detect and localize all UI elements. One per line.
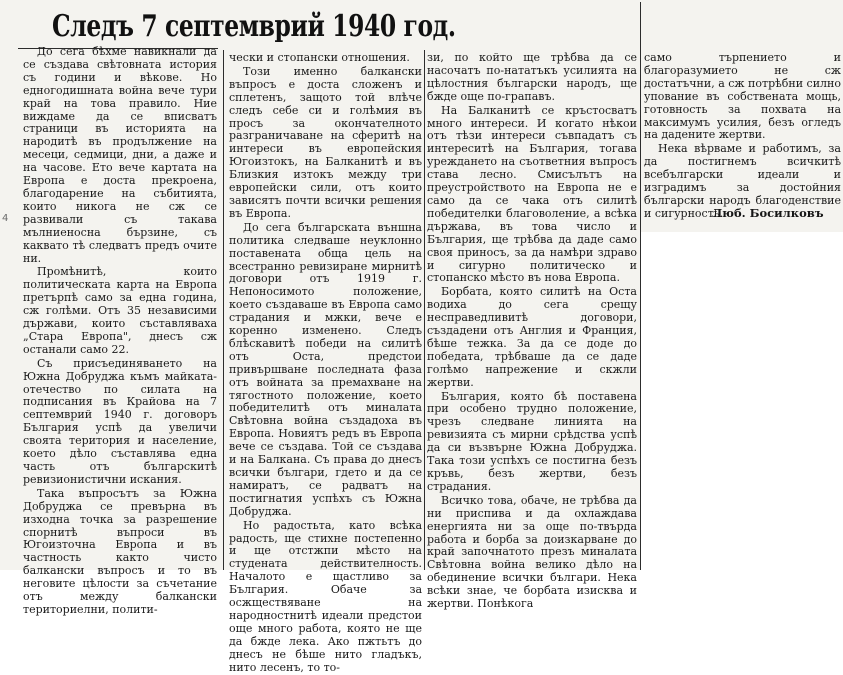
column-rule-2 [424, 50, 425, 570]
column-3-paragraph: зи, по който ще трѣбва да се насочатъ по-нататъкъ усилията на цѣлостния български народъ, ще бжде още по-грапавъ. [427, 51, 637, 103]
column-1-paragraph: Съ присъединяването на Южна Добруджа къмъ майката-отечество по силата на подписания въ Крайова на 7 септемврий 1940 г. договоръ България успѣ да увеличи своята територия и население, което дѣло съставлява една часть отъ българскитѣ ревизионистични искания. [23, 356, 217, 486]
column-3-paragraph: Борбата, която силитѣ на Оста водиха до сега срещу несправедливитѣ договори, създадени отъ Англия и Франция, бѣше тежка. За да се доде до победата, трѣбваше да се даде голѣмо напрежение и скжли жертви. [427, 285, 637, 389]
column-2-paragraph: До сега българската външна политика следваше неуклонно поставената обща цель на всестранно ревизиране мирнитѣ договори отъ 1919 г. Непоносимото положение, което създаваше въ Европа само страдания и мжки, вече е коренно изменено. Следъ блѣскавитѣ победи на силитѣ отъ Оста, предстои привършване последната фаза отъ войната за премахване на тягостното положение, което победителитѣ отъ миналата Свѣтовна война създадоха въ Европа. Новиятъ редъ въ Европа вече се създава. Той се създава и на Балкана. Съ права до днесъ всички българи, гдето и да се намиратъ, се радватъ на постигнатия успѣхъ съ Южна Добруджа. [229, 220, 422, 518]
clipping-gap [641, 232, 843, 570]
column-4-paragraph: Нека вѣрваме и работимъ, за да постигнемъ всичкитѣ всебългарски идеали и изградимъ за достойния български народъ благоденствие и сигурность. [644, 142, 841, 220]
column-3-paragraph: България, която бѣ поставена при особено трудно положение, чрезъ следване линията на ревизията съ мирни срѣдства успѣ да си възвърне Южна Добруджа. Така този успѣхъ се постигна безъ кръвь, безъ жертви, безъ страдания. [427, 389, 637, 493]
article-title: Следъ 7 септемврий 1940 год. [52, 9, 456, 44]
column-2 [229, 51, 422, 674]
column-2-paragraph: чески и стопански отношения. [229, 51, 410, 64]
column-1-paragraph: До сега бѣхме навикнали да се създава свѣтовната история съ години и вѣкове. Но едногодишната война вече тури край на това правило. Ние виждаме да се вписватъ страници въ историята на народитѣ въ продължение на месеци, седмици, дни, а даже и на часове. Ето вече картата на Европа е доста прекроена, благодарение на събитията, които никога не сж се развивали съ такава мълниеносна бързине, съ каквато тѣ следватъ предъ очите ни. [23, 45, 217, 265]
column-1-paragraph: Така въпросътъ за Южна Добруджа се превърна въ изходна точка за разрешение спорнитѣ въпроси въ Югоизточна Европа и въ частность както чисто балкански въпросъ и то въ неговите цѣлости за съчетание отъ между балкански териториелни, полити- [23, 486, 217, 616]
margin-mark: 4 [2, 213, 9, 224]
column-1 [23, 45, 217, 616]
column-3-paragraph: На Балканитѣ се кръстосватъ много интереси. И когато нѣкои отъ тѣзи интереси съвпадатъ съ интереситѣ на България, тогава уреждането на съответния въпросъ става лесно. Смисълътъ на преустройството на Европа не е само да се чака отъ силитѣ победителки благоволение, а всѣка държава, въ това число и България, ще трѣбва да даде само своя приносъ, за да намѣри здраво и сигурно политическо и стопанско мѣсто въ нова Европа. [427, 103, 637, 285]
author-signature: Люб. Босилковъ [712, 206, 824, 220]
column-1-paragraph: Промѣнитѣ, които политическата карта на Европа претърпѣ само за една година, сж голѣми. Отъ 35 независими държави, които съставляваха „Стара Европа", днесъ сж останали само 22. [23, 265, 217, 356]
column-2-paragraph: Но радостьта, като всѣка радость, ще стихне постепенно и ще отстжпи мѣсто на студената действителность. Началото е щастливо за България. Обаче за осжществяване на народностнитѣ идеали предстои още много работа, която не ще да бжде лека. Ако пжтьтъ до днесъ не бѣше нито гладъкъ, нито лесенъ, то то- [229, 518, 422, 674]
column-3 [427, 51, 637, 611]
column-2-paragraph: Този именно балкански въпросъ е доста сложенъ и сплетенъ, защото той влѣче следъ себе си и голѣмия въ просъ за окончателното разграничаване на сферитѣ на интереси въ европейския Югоизтокъ, на Балканитѣ и въ Близкия изтокъ между три европейски сили, отъ които зависятъ почти всички решения въ Европа. [229, 64, 422, 220]
column-3-paragraph: Всичко това, обаче, не трѣбва да ни приспива и да охлаждава енергията ни за още по-твърда работа и борба за доизкарване до край започнатото презъ миналата Свѣтовна война велико дѣло на обединение всички българи. Нека всѣки знае, че борбата изисква и жертви. Понѣкога [427, 493, 637, 611]
column-rule-1 [223, 50, 224, 570]
column-4-paragraph: само търпението и благоразумието не сж достатъчни, а сж потрѣбни силно упование въ собствената мощь, готовность за похвата на максимумъ усилия, безъ огледъ на дадените жертви. [644, 51, 841, 142]
